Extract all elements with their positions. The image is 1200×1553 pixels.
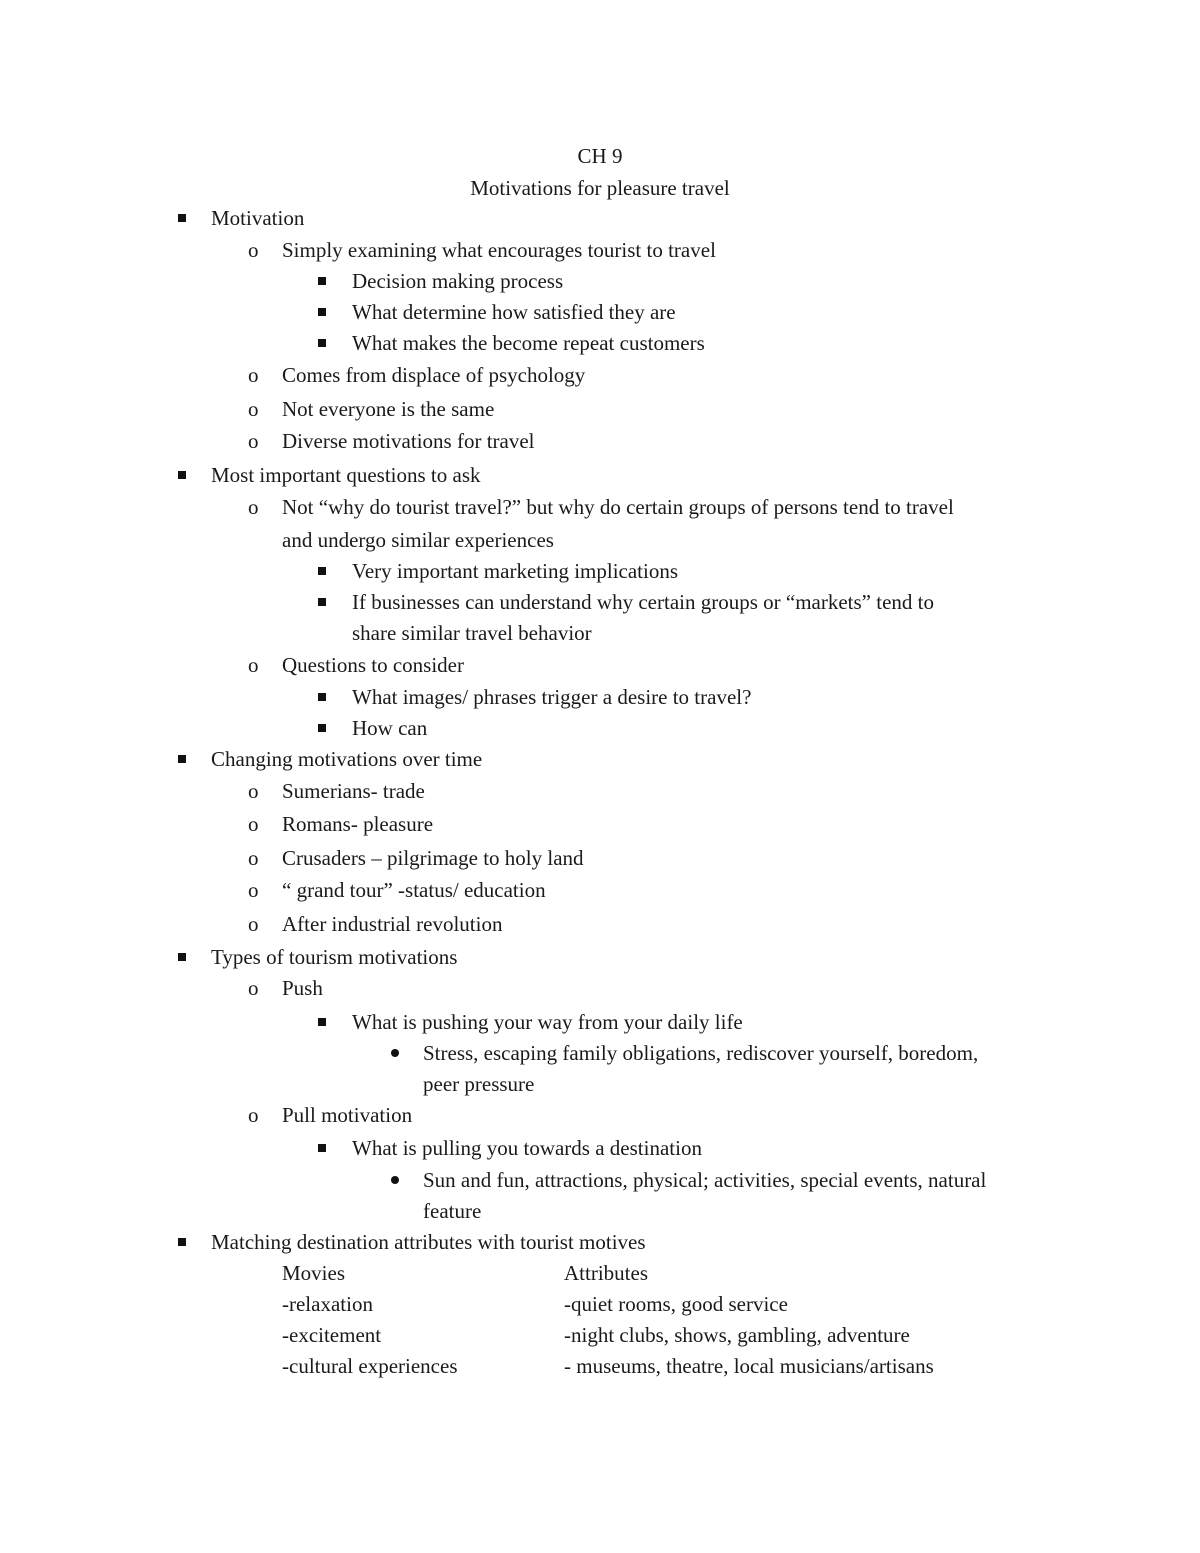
square-bullet-icon: [178, 1238, 186, 1246]
detail-item: Sun and fun, attractions, physical; activities, special events, natural: [423, 1168, 987, 1192]
round-bullet-icon: [391, 1049, 399, 1057]
column-header-motives: Movies: [282, 1261, 345, 1285]
round-bullet-icon: [391, 1176, 399, 1184]
square-bullet-icon: [178, 214, 186, 222]
outline-item-matching: Matching destination attributes with tourist motives: [211, 1230, 646, 1254]
circle-bullet-icon: o: [248, 397, 259, 421]
outline-item-questions: Most important questions to ask: [211, 463, 481, 487]
attribute-cell: - museums, theatre, local musicians/artisans: [564, 1354, 934, 1378]
sub-sub-item: What images/ phrases trigger a desire to travel?: [352, 685, 752, 709]
sub-item: Romans- pleasure: [282, 812, 434, 836]
sub-item: Comes from displace of psychology: [282, 363, 586, 387]
square-bullet-icon: [318, 308, 326, 316]
square-bullet-icon: [318, 567, 326, 575]
circle-bullet-icon: o: [248, 238, 259, 262]
sub-item: Not “why do tourist travel?” but why do certain groups of persons tend to travel: [282, 495, 954, 519]
square-bullet-icon: [318, 598, 326, 606]
outline-item-types: Types of tourism motivations: [211, 945, 458, 969]
sub-item: “ grand tour” -status/ education: [282, 878, 546, 902]
square-bullet-icon: [318, 693, 326, 701]
circle-bullet-icon: o: [248, 653, 259, 677]
motive-cell: -cultural experiences: [282, 1354, 458, 1378]
sub-sub-item: What is pushing your way from your daily life: [352, 1010, 743, 1034]
sub-item: Sumerians- trade: [282, 779, 425, 803]
sub-sub-item: How can: [352, 716, 428, 740]
square-bullet-icon: [318, 1144, 326, 1152]
sub-item-push: Push: [282, 976, 323, 1000]
sub-sub-item: Very important marketing implications: [352, 559, 679, 583]
motive-cell: -relaxation: [282, 1292, 373, 1316]
sub-sub-item: What is pulling you towards a destination: [352, 1136, 702, 1160]
outline-item-changing: Changing motivations over time: [211, 747, 483, 771]
sub-sub-item: What determine how satisfied they are: [352, 300, 676, 324]
square-bullet-icon: [318, 277, 326, 285]
attribute-cell: -quiet rooms, good service: [564, 1292, 788, 1316]
sub-item: Questions to consider: [282, 653, 464, 677]
chapter-heading: CH 9: [577, 144, 623, 168]
square-bullet-icon: [318, 724, 326, 732]
circle-bullet-icon: o: [248, 912, 259, 936]
square-bullet-icon: [178, 755, 186, 763]
sub-item: Simply examining what encourages tourist to travel: [282, 238, 716, 262]
circle-bullet-icon: o: [248, 976, 259, 1000]
sub-item: Crusaders – pilgrimage to holy land: [282, 846, 584, 870]
sub-sub-item: If businesses can understand why certain groups or “markets” tend to: [352, 590, 934, 614]
sub-item: Not everyone is the same: [282, 397, 495, 421]
circle-bullet-icon: o: [248, 878, 259, 902]
circle-bullet-icon: o: [248, 495, 259, 519]
square-bullet-icon: [318, 339, 326, 347]
square-bullet-icon: [178, 471, 186, 479]
square-bullet-icon: [318, 1018, 326, 1026]
sub-sub-item-continued: share similar travel behavior: [352, 621, 592, 645]
sub-item-pull: Pull motivation: [282, 1103, 413, 1127]
sub-sub-item: Decision making process: [352, 269, 564, 293]
circle-bullet-icon: o: [248, 846, 259, 870]
detail-item-continued: peer pressure: [423, 1072, 535, 1096]
sub-item: After industrial revolution: [282, 912, 503, 936]
page-title: Motivations for pleasure travel: [470, 176, 730, 200]
sub-sub-item: What makes the become repeat customers: [352, 331, 705, 355]
detail-item-continued: feature: [423, 1199, 482, 1223]
square-bullet-icon: [178, 953, 186, 961]
sub-item-continued: and undergo similar experiences: [282, 528, 554, 552]
circle-bullet-icon: o: [248, 429, 259, 453]
attribute-cell: -night clubs, shows, gambling, adventure: [564, 1323, 910, 1347]
circle-bullet-icon: o: [248, 812, 259, 836]
outline-item-motivation: Motivation: [211, 206, 305, 230]
column-header-attributes: Attributes: [564, 1261, 648, 1285]
circle-bullet-icon: o: [248, 363, 259, 387]
circle-bullet-icon: o: [248, 1103, 259, 1127]
detail-item: Stress, escaping family obligations, rediscover yourself, boredom,: [423, 1041, 979, 1065]
motive-cell: -excitement: [282, 1323, 382, 1347]
sub-item: Diverse motivations for travel: [282, 429, 535, 453]
circle-bullet-icon: o: [248, 779, 259, 803]
